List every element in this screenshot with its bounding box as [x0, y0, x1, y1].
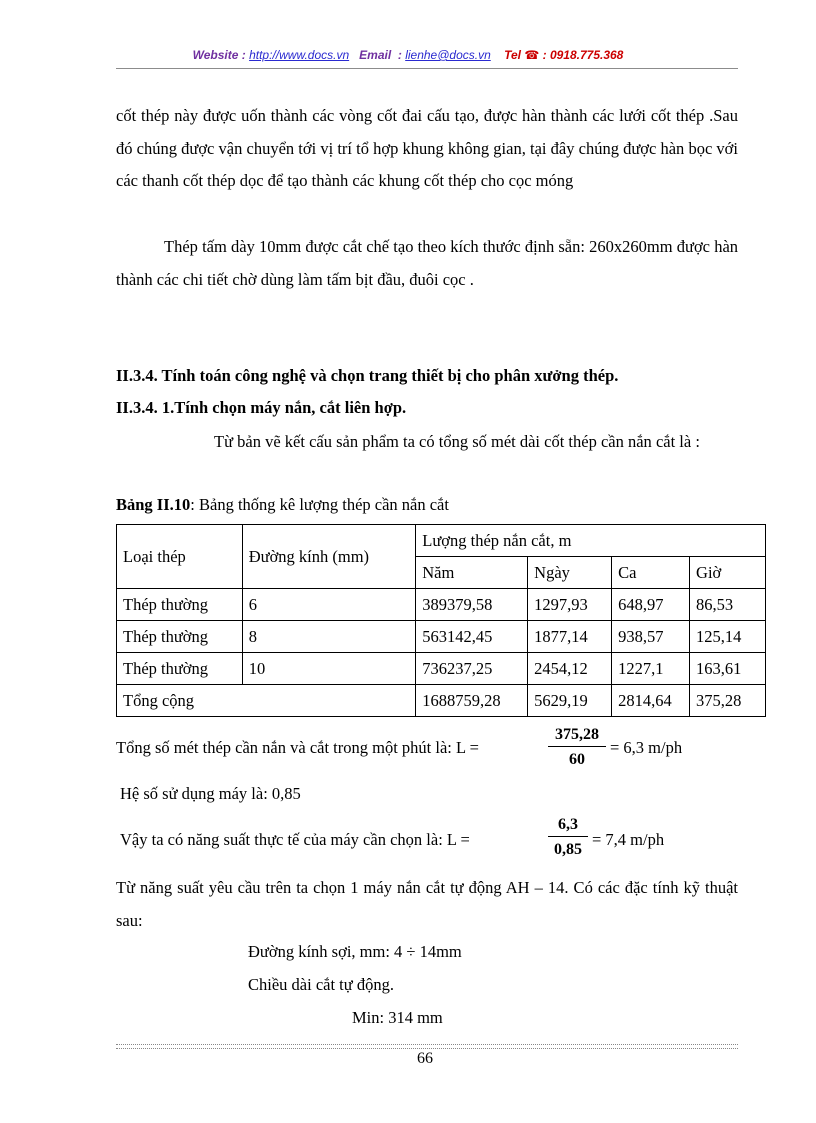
header-rule	[116, 68, 738, 69]
cell-shift: 648,97	[612, 589, 690, 621]
table-row	[117, 653, 766, 685]
cell-hour: 86,53	[690, 589, 766, 621]
formula-1-denominator: 60	[569, 751, 585, 768]
header-hour: Giờ	[690, 557, 766, 589]
cell-diameter: 10	[242, 653, 416, 685]
cell-diameter: 8	[242, 621, 416, 653]
cell-year: 736237,25	[416, 653, 528, 685]
email-separator: :	[397, 48, 402, 62]
cell-hour: 163,61	[690, 653, 766, 685]
cell-hour: 125,14	[690, 621, 766, 653]
steel-table	[116, 524, 766, 717]
formula-1-result: = 6,3 m/ph	[610, 738, 683, 757]
table-row	[117, 621, 766, 653]
text-line: cốt thép này được uốn thành các vòng cốt đai cấu tạo, được hàn thành các lưới	[116, 106, 646, 125]
spec-cut-length: Chiều dài cắt tự động.	[248, 975, 394, 994]
text-line: tính kỹ thuật sau:	[116, 878, 738, 930]
page-number: 66	[417, 1050, 433, 1067]
table-caption-label: Bảng II.10	[116, 495, 191, 514]
formula-2-fraction	[548, 816, 588, 859]
text-line: Từ bản vẽ kết cấu sản phẩm ta có tổng số mét dài cốt thép cần nắn	[214, 432, 652, 451]
header-year: Năm	[416, 557, 528, 589]
formula-1-fraction	[548, 726, 606, 769]
text-line: Thép tấm dày 10mm được cắt chế tạo theo kích thước định sẵn:	[164, 237, 585, 256]
table-row	[117, 589, 766, 621]
header-day: Ngày	[528, 557, 612, 589]
usage-factor: Hệ số sử dụng máy là: 0,85	[120, 784, 301, 803]
cell-total-day: 5629,19	[528, 685, 612, 717]
cell-day: 1297,93	[528, 589, 612, 621]
cell-total-year: 1688759,28	[416, 685, 528, 717]
table-caption	[116, 495, 449, 515]
website-label: Website :	[192, 48, 246, 62]
spec-min-length: Min: 314 mm	[352, 1008, 443, 1027]
website-link[interactable]: http://www.docs.vn	[249, 48, 350, 62]
section-heading: II.3.4. Tính toán công nghệ và chọn trang thiết bị cho phân xưởng thép.	[116, 366, 619, 385]
formula-1-text: Tổng số mét thép cần nắn và cắt trong một phút là: L =	[116, 738, 479, 757]
formula-2-numerator: 6,3	[548, 816, 588, 837]
formula-2-text: Vậy ta có năng suất thực tế của máy cần chọn là: L =	[120, 830, 470, 849]
paragraph-4	[116, 872, 738, 937]
table-header-row	[117, 525, 766, 557]
cell-year: 389379,58	[416, 589, 528, 621]
cell-total-shift: 2814,64	[612, 685, 690, 717]
paragraph-3	[116, 426, 738, 459]
footer-rule	[116, 1044, 738, 1049]
paragraph-1	[116, 100, 738, 198]
cell-total-hour: 375,28	[690, 685, 766, 717]
cell-day: 2454,12	[528, 653, 612, 685]
cell-shift: 938,57	[612, 621, 690, 653]
spec-diameter: Đường kính sợi, mm: 4 ÷ 14mm	[248, 942, 462, 961]
text-line: cốt thép .Sau đó chúng được vận chuyển tới vị trí tổ hợp khung không gian, tại	[116, 106, 738, 158]
text-line: đây chúng được hàn bọc với các thanh cốt thép dọc để tạo thành các khung cốt	[116, 138, 738, 190]
cell-type: Thép thường	[117, 621, 243, 653]
table-total-row	[117, 685, 766, 717]
text-line: cắt là :	[655, 432, 700, 451]
page-header	[0, 48, 816, 62]
header-diameter: Đường kính (mm)	[242, 525, 416, 589]
email-label: Email	[359, 48, 392, 62]
tel-label: Tel ☎ : 0918.775.368	[504, 48, 624, 62]
paragraph-2	[116, 231, 738, 296]
text-line: thép cho cọc móng	[448, 171, 574, 190]
text-line: 260x260mm được hàn thành các chi tiết chờ dùng làm tấm bịt đầu, đuôi cọc .	[116, 237, 739, 289]
subsection-heading: II.3.4. 1.Tính chọn máy nắn, cắt liên hợp.	[116, 398, 407, 417]
formula-2-denominator: 0,85	[554, 841, 582, 858]
text-line: Từ năng suất yêu cầu trên ta chọn 1 máy nắn cắt tự động AH – 14. Có các đặc	[116, 878, 648, 897]
formula-2-result: = 7,4 m/ph	[592, 830, 665, 849]
header-steel-type: Loại thép	[117, 525, 243, 589]
email-link[interactable]: lienhe@docs.vn	[405, 48, 491, 62]
table-caption-text: : Bảng thống kê lượng thép cần nắn cắt	[190, 495, 449, 514]
header-amount-group: Lượng thép nắn cắt, m	[416, 525, 766, 557]
formula-1-numerator: 375,28	[548, 726, 606, 747]
cell-day: 1877,14	[528, 621, 612, 653]
header-shift: Ca	[612, 557, 690, 589]
cell-diameter: 6	[242, 589, 416, 621]
cell-year: 563142,45	[416, 621, 528, 653]
cell-shift: 1227,1	[612, 653, 690, 685]
cell-type: Thép thường	[117, 653, 243, 685]
cell-total-label: Tổng cộng	[117, 685, 416, 717]
cell-type: Thép thường	[117, 589, 243, 621]
